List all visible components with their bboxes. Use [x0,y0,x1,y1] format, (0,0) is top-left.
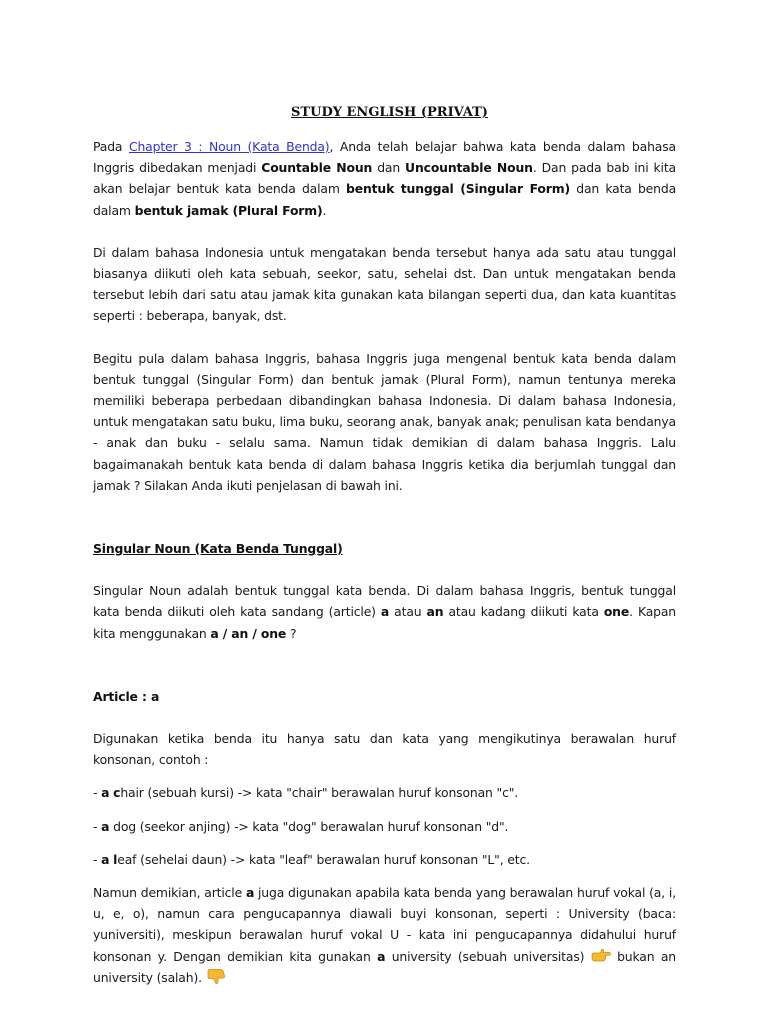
spacer [93,707,676,728]
bold-plural-form: bentuk jamak (Plural Form) [134,202,323,218]
spacer [93,870,676,882]
spacer [93,804,676,816]
spacer [93,327,676,348]
bold-countable-noun: Countable Noun [261,160,373,176]
article-a-description: Digunakan ketika benda itu hanya satu dan kata yang mengikutinya berawalan huruf konsonan, contoh : [93,731,676,768]
english-comparison-paragraph: Begitu pula dalam bahasa Inggris, bahasa Inggris juga mengenal bentuk kata benda dalam bentuk tunggal (Singular Form) dan bentuk jamak (Plural Form), namun tentunya mereka memiliki beberapa perbedaan dibandingkan bahasa Indonesia. Di dalam bahasa Indonesia, untuk mengatakan satu buku, lima buku, seorang anak, banyak anak; penulisan kata bendanya - anak dan buku - selalu sama. Namun tidak demikian di dalam bahasa Inggris. Lalu bagaimanakah bentuk kata benda di dalam bahasa Inggris ketika dia berjumlah tunggal dan jamak ? Silakan Anda ikuti penjelasan di bawah ini. [93,350,676,493]
article-a-heading: Article : a [93,688,160,704]
bold-singular-form: bentuk tunggal (Singular Form) [346,181,570,197]
spacer [93,770,676,782]
singular-noun-paragraph: Singular Noun adalah bentuk tunggal kata benda. Di dalam bahasa Inggris, bentuk tunggal kata benda diikuti oleh kata sandang (article) a atau an atau kadang diikuti kata one. Kapan kita menggunakan a / an / one ? [93,583,677,641]
bold-uncountable-noun: Uncountable Noun [405,160,533,176]
vowel-note-paragraph: Namun demikian, article a juga digunakan apabila kata benda yang berawalan huruf vokal (a, i, u, e, o), namun cara pengucapannya diawali buyi konsonan, seperti : University (baca: yuniversiti), meskipun berawalan huruf vokal U - kata ini pengucapannya didahului huruf konsonan y. Dengan demikian kita gunakan a university (sebuah universitas) bukan an university (salah). [93,885,676,985]
chapter-3-link[interactable]: Chapter 3 : Noun (Kata Benda) [128,139,330,154]
indonesian-explanation-paragraph: Di dalam bahasa Indonesia untuk mengatakan benda tersebut hanya ada satu atau tunggal biasanya diikuti oleh kata sebuah, seekor, satu, sehelai dst. Dan untuk mengatakan benda tersebut lebih dari satu atau jamak kita gunakan kata bilangan seperti dua, dan kata kuantitas seperti : beberapa, banyak, dst. [93,244,676,324]
spacer [93,644,676,686]
document-title: STUDY ENGLISH (PRIVAT) [291,105,488,120]
spacer [93,496,676,538]
thumbs-right-icon [591,948,611,964]
section-heading-singular-noun: Singular Noun (Kata Benda Tunggal) [93,541,343,557]
spacer [93,221,676,242]
spacer [93,559,676,580]
intro-paragraph: Pada Chapter 3 : Noun (Kata Benda), Anda telah belajar bahwa kata benda dalam bahasa Inggris dibedakan menjadi Countable Noun dan Uncountable Noun. Dan pada bab ini kita akan belajar bentuk kata benda dalam bentuk tunggal (Singular Form) dan kata benda dalam bentuk jamak (Plural Form). [93,139,677,218]
thumbs-down-icon [206,969,226,985]
example-item: - a leaf (sehelai daun) -> kata "leaf" berawalan huruf konsonan "L", etc. [93,851,530,867]
spacer [93,837,676,849]
document-content [93,103,676,988]
example-item: - a chair (sebuah kursi) -> kata "chair" berawalan huruf konsonan "c". [93,785,519,801]
example-item: - a dog (seekor anjing) -> kata "dog" berawalan huruf konsonan "d". [93,818,509,834]
